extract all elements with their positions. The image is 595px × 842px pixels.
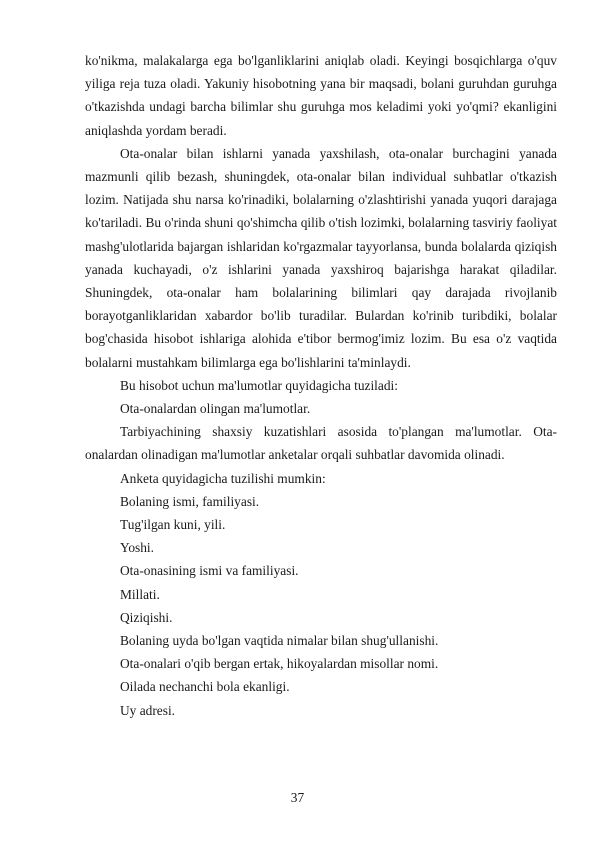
text-line-report-intro: Bu hisobot uchun ma'lumotlar quyidagicha tuziladi: [120, 377, 398, 393]
questionnaire-item: Yoshi. [120, 540, 154, 556]
page-number: 37 [290, 790, 305, 805]
paragraph-continuation: ko'nikma, malakalarga ega bo'lganliklarini aniqlab oladi. Keyingi bosqichlarga o'quv yiliga reja tuza oladi. Yakuniy hisobotning yana bir maqsadi, bolani guruhdan guruhga o'tkazishda undagi barcha bilimlar shu guruhga mos keladimi yoki yo'qmi? ekanligini aniqlashda yordam beradi. [85, 53, 557, 138]
questionnaire-item: Uy adresi. [120, 702, 176, 718]
questionnaire-item: Oilada nechanchi bola ekanligi. [120, 679, 290, 695]
questionnaire-item: Millati. [120, 586, 160, 602]
document-body [85, 49, 557, 722]
text-line-parents-info: Ota-onalardan olingan ma'lumotlar. [120, 401, 311, 417]
paragraph-parents-work: Ota-onalar bilan ishlarni yanada yaxshilash, ota-onalar burchagini yanada mazmunli qilib bezash, shuningdek, ota-onalar bilan individual suhbatlar o'tkazish lozim. Natijada shu narsa ko'rinadiki, bolalarning o'zlashtirishi yanada yuqori darajaga ko'tariladi. Bu o'rinda shuni qo'shimcha qilib o'tish lozimki, bolalarning tasviriy faoliyat mashg'ulotlarida bajargan ishlaridan ko'rgazmalar tayyorlansa, bunda bolalarda qiziqish yanada kuchayadi, o'z ishlarini yanada yaxshiroq bajarishga harakat qiladilar. Shuningdek, ota-onalar ham bolalarining bilimlari qay darajada rivojlanib borayotganliklaridan xabardor bo'lib turadilar. Bulardan ko'rinib turibdiki, bolalar bog'chasida hisobot ishlariga alohida e'tibor bermog'imiz lozim. Bu esa o'z vaqtida bolalarni mustahkam bilimlarga ega bo'lishlarini ta'minlaydi. [85, 145, 557, 370]
text-line-questionnaire-intro: Anketa quyidagicha tuzilishi mumkin: [120, 470, 326, 486]
questionnaire-item: Bolaning ismi, familiyasi. [120, 493, 260, 509]
questionnaire-item: Qiziqishi. [120, 609, 173, 625]
questionnaire-item: Bolaning uyda bo'lgan vaqtida nimalar bilan shug'ullanishi. [120, 633, 439, 649]
paragraph-teacher-observations: Tarbiyachining shaxsiy kuzatishlari asosida to'plangan ma'lumotlar. Ota-onalardan olinadigan ma'lumotlar anketalar orqali suhbatlar davomida olinadi. [85, 424, 557, 463]
questionnaire-item: Ota-onalari o'qib bergan ertak, hikoyalardan misollar nomi. [120, 656, 439, 672]
questionnaire-item: Ota-onasining ismi va familiyasi. [120, 563, 299, 579]
questionnaire-item: Tug'ilgan kuni, yili. [120, 517, 226, 533]
